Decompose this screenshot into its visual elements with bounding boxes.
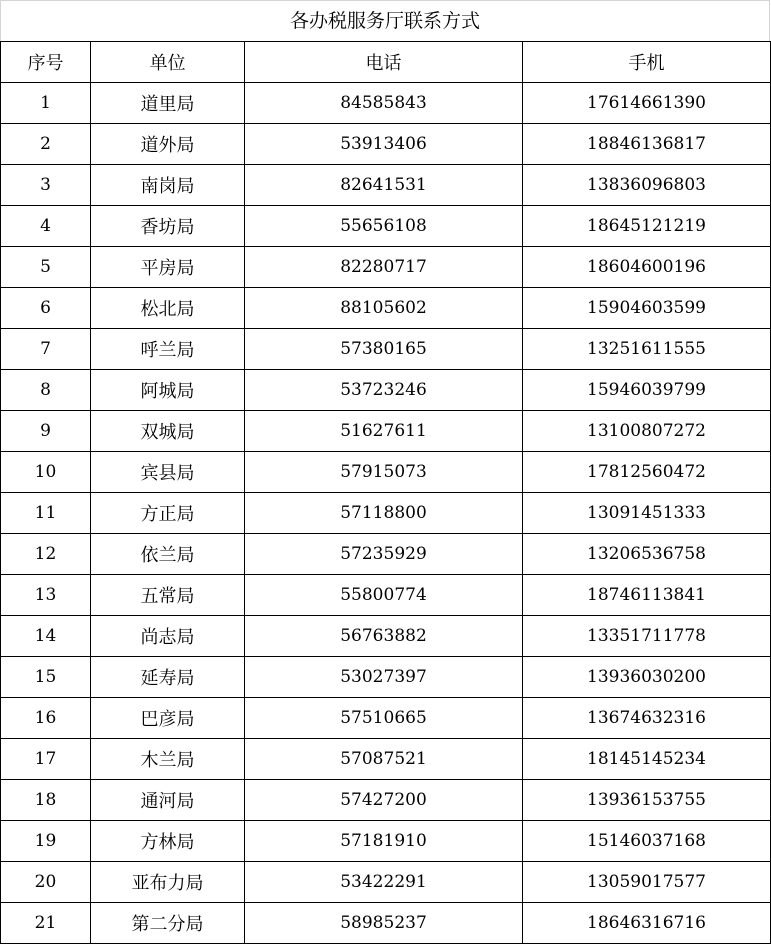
table-row	[1, 657, 771, 698]
cell-mobile: 15904603599	[523, 288, 771, 329]
cell-phone: 55800774	[245, 575, 523, 616]
cell-phone: 57118800	[245, 493, 523, 534]
table-row	[1, 83, 771, 124]
table-row	[1, 534, 771, 575]
cell-mobile: 13351711778	[523, 616, 771, 657]
cell-number: 5	[1, 247, 91, 288]
table-row	[1, 165, 771, 206]
cell-unit: 松北局	[91, 288, 245, 329]
cell-number: 6	[1, 288, 91, 329]
cell-mobile: 13936153755	[523, 780, 771, 821]
cell-unit: 呼兰局	[91, 329, 245, 370]
cell-mobile: 18646316716	[523, 903, 771, 944]
cell-number: 11	[1, 493, 91, 534]
cell-phone: 53723246	[245, 370, 523, 411]
cell-mobile: 13206536758	[523, 534, 771, 575]
cell-number: 13	[1, 575, 91, 616]
cell-mobile: 18846136817	[523, 124, 771, 165]
cell-phone: 55656108	[245, 206, 523, 247]
cell-number: 21	[1, 903, 91, 944]
cell-number: 15	[1, 657, 91, 698]
cell-number: 12	[1, 534, 91, 575]
cell-phone: 57510665	[245, 698, 523, 739]
cell-number: 17	[1, 739, 91, 780]
cell-unit: 尚志局	[91, 616, 245, 657]
column-header-unit: 单位	[91, 42, 245, 83]
cell-phone: 57427200	[245, 780, 523, 821]
cell-mobile: 17614661390	[523, 83, 771, 124]
cell-number: 10	[1, 452, 91, 493]
cell-unit: 方正局	[91, 493, 245, 534]
cell-number: 19	[1, 821, 91, 862]
cell-phone: 82280717	[245, 247, 523, 288]
cell-mobile: 18604600196	[523, 247, 771, 288]
cell-phone: 58985237	[245, 903, 523, 944]
table-row	[1, 452, 771, 493]
cell-mobile: 13936030200	[523, 657, 771, 698]
table-row	[1, 821, 771, 862]
cell-unit: 双城局	[91, 411, 245, 452]
table-body	[1, 83, 771, 944]
cell-phone: 88105602	[245, 288, 523, 329]
cell-number: 8	[1, 370, 91, 411]
cell-mobile: 13836096803	[523, 165, 771, 206]
column-header-mobile: 手机	[523, 42, 771, 83]
cell-phone: 53913406	[245, 124, 523, 165]
cell-number: 3	[1, 165, 91, 206]
table-row	[1, 616, 771, 657]
cell-phone: 57087521	[245, 739, 523, 780]
cell-mobile: 13100807272	[523, 411, 771, 452]
cell-unit: 宾县局	[91, 452, 245, 493]
cell-phone: 57181910	[245, 821, 523, 862]
cell-mobile: 18746113841	[523, 575, 771, 616]
table-row	[1, 124, 771, 165]
cell-unit: 延寿局	[91, 657, 245, 698]
cell-mobile: 13674632316	[523, 698, 771, 739]
cell-number: 20	[1, 862, 91, 903]
table-title: 各办税服务厅联系方式	[0, 0, 770, 41]
cell-number: 18	[1, 780, 91, 821]
cell-unit: 木兰局	[91, 739, 245, 780]
cell-mobile: 17812560472	[523, 452, 771, 493]
cell-number: 14	[1, 616, 91, 657]
cell-phone: 82641531	[245, 165, 523, 206]
cell-mobile: 13091451333	[523, 493, 771, 534]
contact-table	[0, 41, 771, 944]
cell-number: 7	[1, 329, 91, 370]
cell-unit: 香坊局	[91, 206, 245, 247]
table-row	[1, 206, 771, 247]
cell-mobile: 15946039799	[523, 370, 771, 411]
column-header-number: 序号	[1, 42, 91, 83]
table-row	[1, 493, 771, 534]
cell-unit: 方林局	[91, 821, 245, 862]
cell-number: 1	[1, 83, 91, 124]
cell-mobile: 15146037168	[523, 821, 771, 862]
cell-phone: 56763882	[245, 616, 523, 657]
cell-number: 9	[1, 411, 91, 452]
cell-number: 2	[1, 124, 91, 165]
table-row	[1, 329, 771, 370]
cell-unit: 五常局	[91, 575, 245, 616]
table-row	[1, 575, 771, 616]
cell-phone: 57915073	[245, 452, 523, 493]
cell-mobile: 13059017577	[523, 862, 771, 903]
cell-unit: 亚布力局	[91, 862, 245, 903]
cell-mobile: 13251611555	[523, 329, 771, 370]
cell-unit: 平房局	[91, 247, 245, 288]
cell-phone: 51627611	[245, 411, 523, 452]
header-row	[1, 42, 771, 83]
table-row	[1, 411, 771, 452]
table-row	[1, 288, 771, 329]
cell-phone: 53027397	[245, 657, 523, 698]
cell-unit: 道外局	[91, 124, 245, 165]
column-header-phone: 电话	[245, 42, 523, 83]
cell-phone: 84585843	[245, 83, 523, 124]
cell-phone: 57380165	[245, 329, 523, 370]
table-row	[1, 698, 771, 739]
table-row	[1, 247, 771, 288]
cell-unit: 第二分局	[91, 903, 245, 944]
cell-unit: 道里局	[91, 83, 245, 124]
cell-unit: 通河局	[91, 780, 245, 821]
cell-phone: 53422291	[245, 862, 523, 903]
cell-mobile: 18645121219	[523, 206, 771, 247]
table-row	[1, 862, 771, 903]
cell-unit: 依兰局	[91, 534, 245, 575]
cell-unit: 南岗局	[91, 165, 245, 206]
table-row	[1, 739, 771, 780]
cell-unit: 阿城局	[91, 370, 245, 411]
cell-number: 16	[1, 698, 91, 739]
table-row	[1, 903, 771, 944]
cell-phone: 57235929	[245, 534, 523, 575]
table-row	[1, 780, 771, 821]
cell-number: 4	[1, 206, 91, 247]
cell-unit: 巴彦局	[91, 698, 245, 739]
table-row	[1, 370, 771, 411]
cell-mobile: 18145145234	[523, 739, 771, 780]
